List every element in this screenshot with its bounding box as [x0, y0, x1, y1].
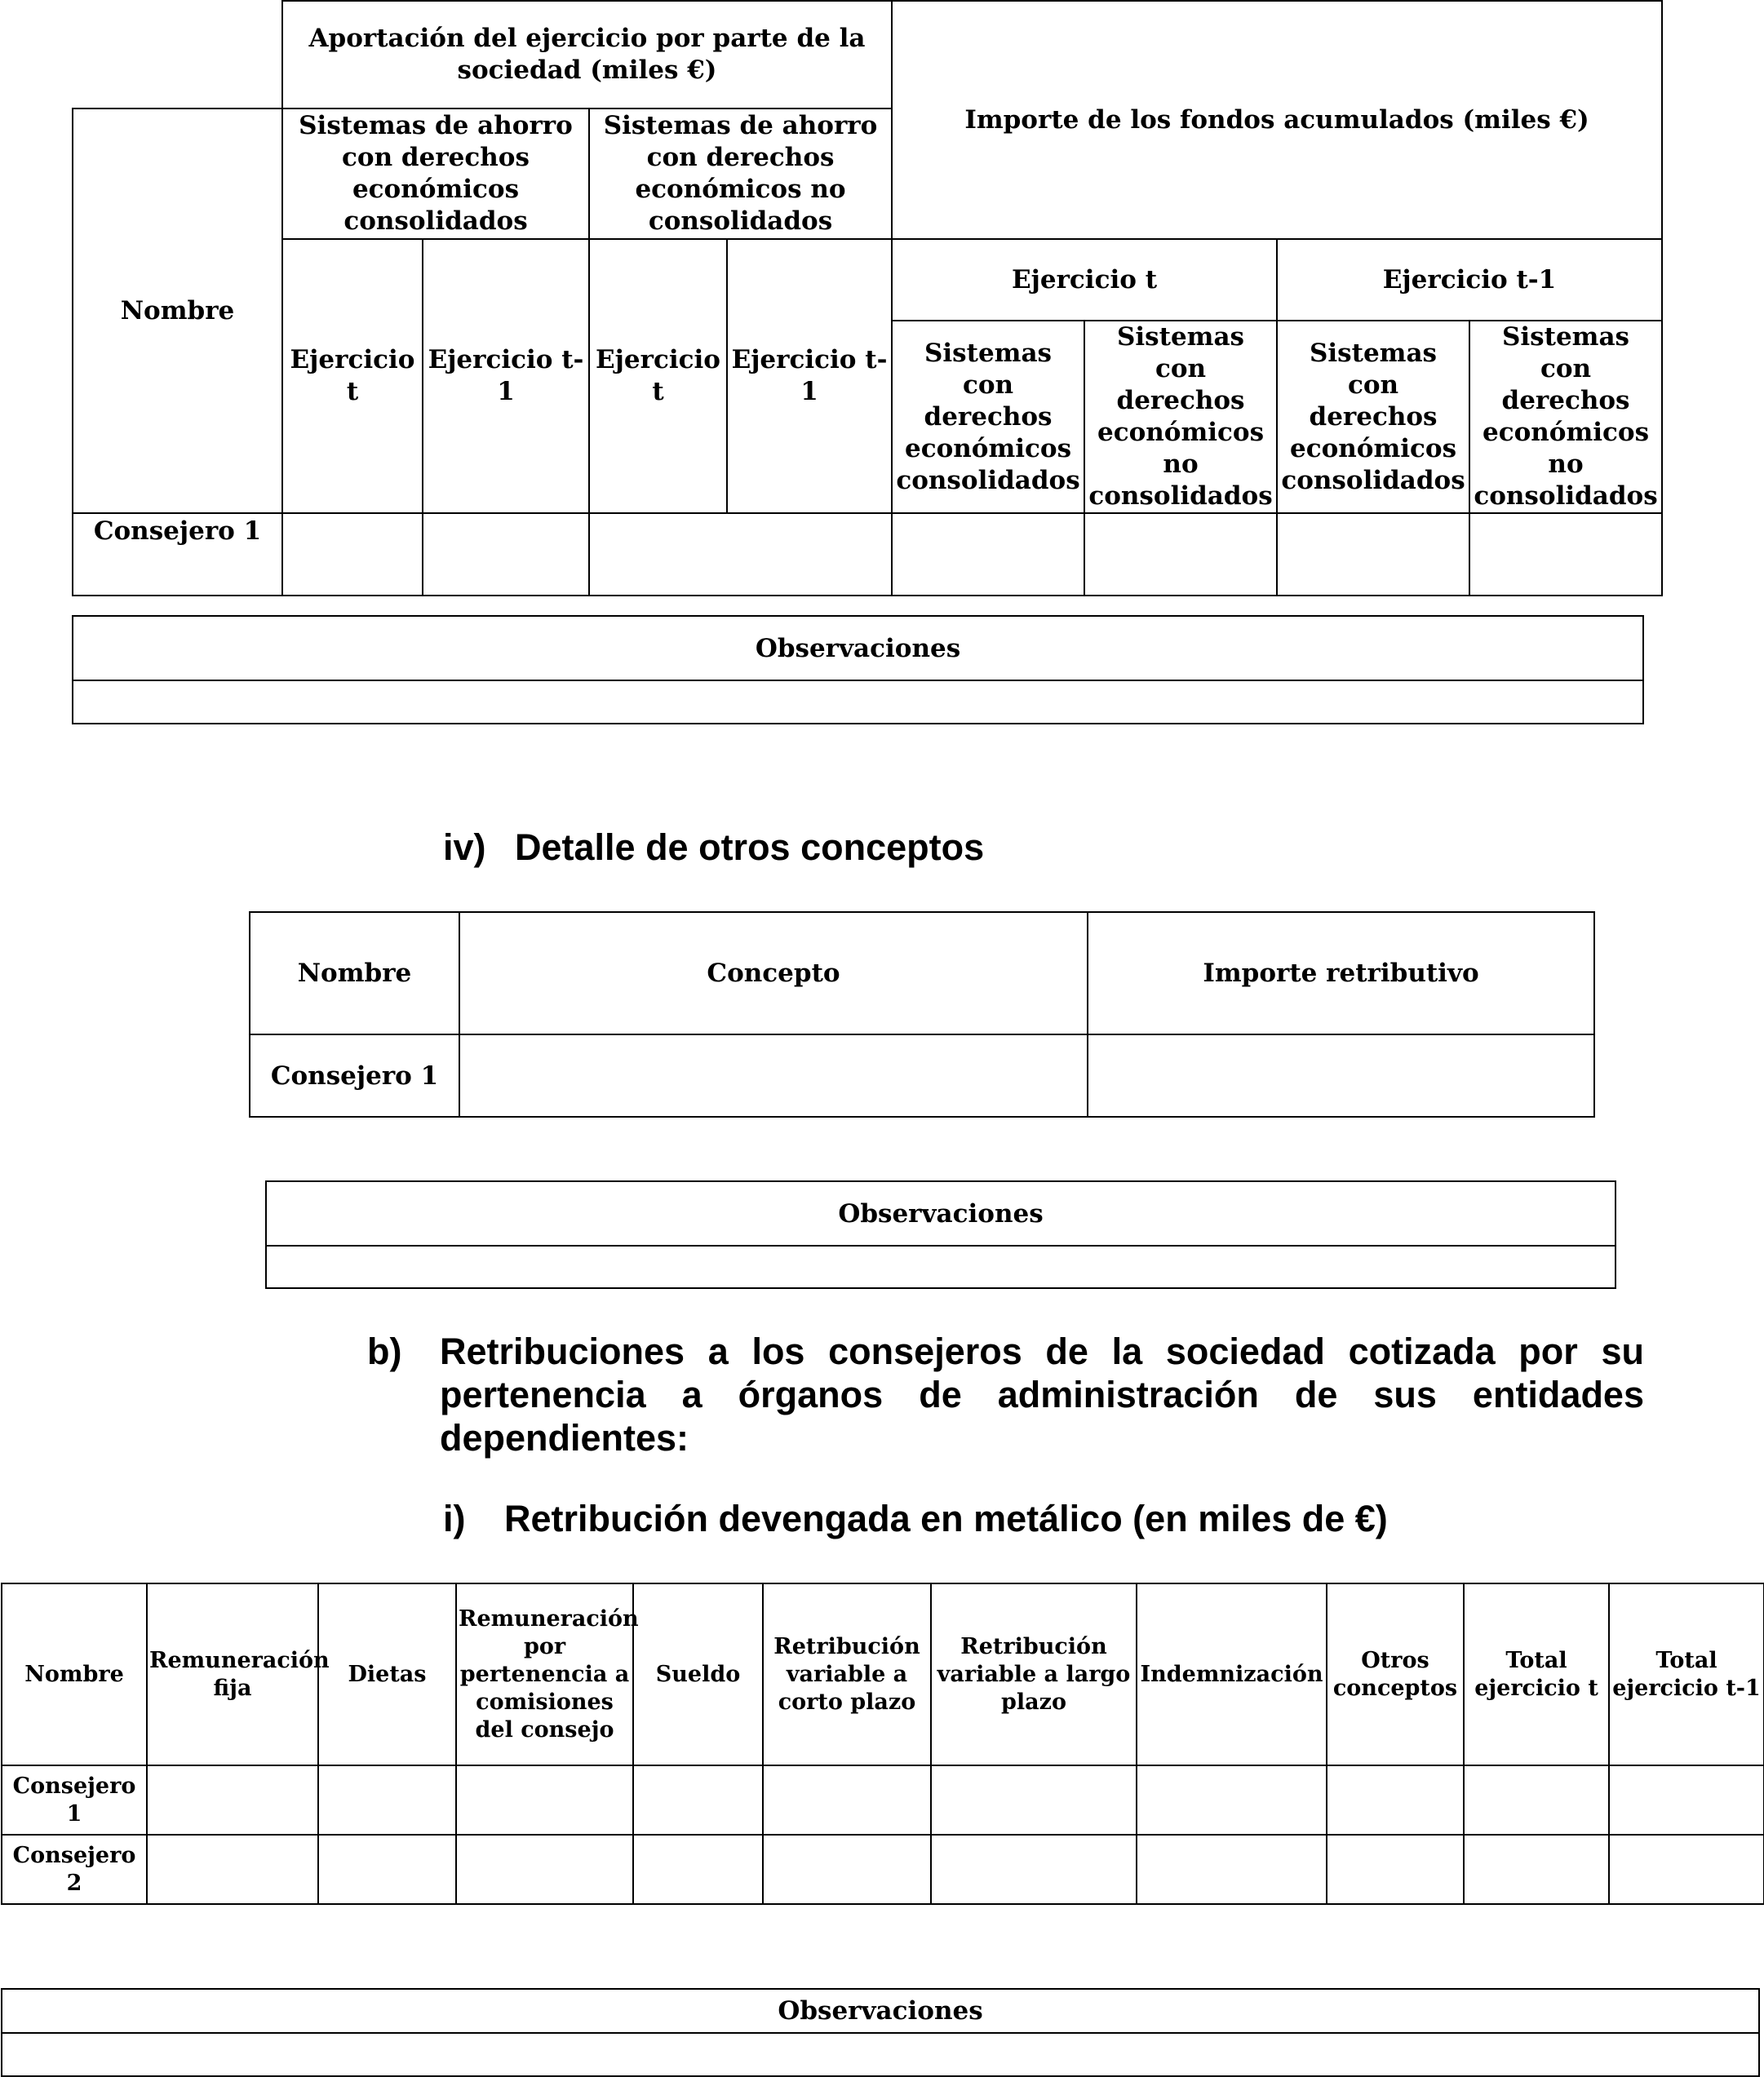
table-cell [633, 1835, 763, 1904]
table-cell [763, 1835, 931, 1904]
table-row [73, 513, 1662, 596]
table-cell [1084, 513, 1277, 596]
observations-box [265, 1180, 1616, 1289]
section-number: iv) [443, 826, 486, 868]
table-cell [456, 1835, 633, 1904]
period-t-header: Ejercicio t [282, 239, 423, 513]
accumulated-period-t1-header: Ejercicio t-1 [1277, 239, 1662, 321]
col-header: Remuneración por pertenencia a comisiones del consejo [456, 1583, 633, 1765]
table-cell [459, 1034, 1088, 1117]
table-cell [456, 1765, 633, 1835]
group-accumulated-header: Importe de los fondos acumulados (miles €) [892, 1, 1662, 239]
col-header: Nombre [2, 1583, 147, 1765]
row-name: Consejero 2 [2, 1835, 147, 1904]
table-cell [1088, 1034, 1594, 1117]
table-cell [318, 1835, 456, 1904]
other-concepts-table [249, 911, 1595, 1118]
table-cell [1137, 1765, 1327, 1835]
section-text: Retribuciones a los consejeros de la sociedad cotizada por su pertenencia a órganos de administración de sus entidades dependientes: [440, 1331, 1644, 1459]
table-cell [633, 1765, 763, 1835]
col-header: Total ejercicio t-1 [1609, 1583, 1764, 1765]
table-row [2, 1835, 1764, 1904]
col-header: Retribución variable a largo plazo [931, 1583, 1137, 1765]
sub-not-consolidated-header: Sistemas de ahorro con derechos económicos no consolidados [589, 108, 892, 239]
section-title: Retribución devengada en metálico (en miles de €) [504, 1498, 1388, 1539]
empty-corner [73, 1, 282, 108]
row-name: Consejero 1 [2, 1765, 147, 1835]
col-header: Sueldo [633, 1583, 763, 1765]
observations-content [2, 2033, 1759, 2076]
table-cell [147, 1835, 318, 1904]
observations-label: Observaciones [266, 1181, 1616, 1246]
col-name-header: Nombre [73, 108, 282, 513]
col-header: Dietas [318, 1583, 456, 1765]
row-name: Consejero 1 [250, 1034, 459, 1117]
table-cell [1327, 1835, 1464, 1904]
period-t1-header: Ejercicio t-1 [423, 239, 589, 513]
table-cell [1137, 1835, 1327, 1904]
col-name-header: Nombre [250, 912, 459, 1034]
table-cell [1464, 1835, 1609, 1904]
table-cell [1609, 1835, 1764, 1904]
sys-consolidated-header: Sistemas con derechos económicos consolidados [892, 321, 1084, 513]
period-t1-header: Ejercicio t-1 [727, 239, 892, 513]
col-header: Indemnización [1137, 1583, 1327, 1765]
table-row [2, 1765, 1764, 1835]
pension-savings-table [72, 0, 1663, 596]
table-cell [931, 1765, 1137, 1835]
observations-box [1, 1988, 1760, 2077]
table-cell [892, 513, 1084, 596]
group-contribution-header: Aportación del ejercicio por parte de la sociedad (miles €) [282, 1, 892, 108]
table-cell [318, 1765, 456, 1835]
table-cell [1277, 513, 1469, 596]
period-t-header: Ejercicio t [589, 239, 727, 513]
observations-content [73, 680, 1643, 724]
row-name: Consejero 1 [73, 513, 282, 596]
table-row [250, 1034, 1594, 1117]
col-header: Otros conceptos [1327, 1583, 1464, 1765]
table-cell [1327, 1765, 1464, 1835]
sys-not-consolidated-header: Sistemas con derechos económicos no consolidados [1469, 321, 1662, 513]
table-cell [1609, 1765, 1764, 1835]
section-number: i) [443, 1498, 466, 1539]
table-cell [282, 513, 423, 596]
col-header: Retribución variable a corto plazo [763, 1583, 931, 1765]
sys-not-consolidated-header: Sistemas con derechos económicos no consolidados [1084, 321, 1277, 513]
accumulated-period-t-header: Ejercicio t [892, 239, 1277, 321]
table-cell [589, 513, 892, 596]
sub-consolidated-header: Sistemas de ahorro con derechos económicos consolidados [282, 108, 589, 239]
observations-box [72, 615, 1644, 724]
observations-content [266, 1246, 1616, 1288]
col-concept-header: Concepto [459, 912, 1088, 1034]
table-cell [1464, 1765, 1609, 1835]
table-cell [423, 513, 589, 596]
section-letter: b) [367, 1331, 402, 1372]
section-b-heading [367, 1330, 1644, 1460]
col-amount-header: Importe retributivo [1088, 912, 1594, 1034]
col-header: Remuneración fija [147, 1583, 318, 1765]
table-cell [931, 1835, 1137, 1904]
table-cell [1469, 513, 1662, 596]
table-cell [147, 1765, 318, 1835]
cash-remuneration-table [1, 1583, 1764, 1905]
sys-consolidated-header: Sistemas con derechos económicos consolidados [1277, 321, 1469, 513]
observations-label: Observaciones [73, 616, 1643, 680]
col-header: Total ejercicio t [1464, 1583, 1609, 1765]
observations-label: Observaciones [2, 1989, 1759, 2033]
table-cell [763, 1765, 931, 1835]
section-title: Detalle de otros conceptos [515, 826, 985, 868]
